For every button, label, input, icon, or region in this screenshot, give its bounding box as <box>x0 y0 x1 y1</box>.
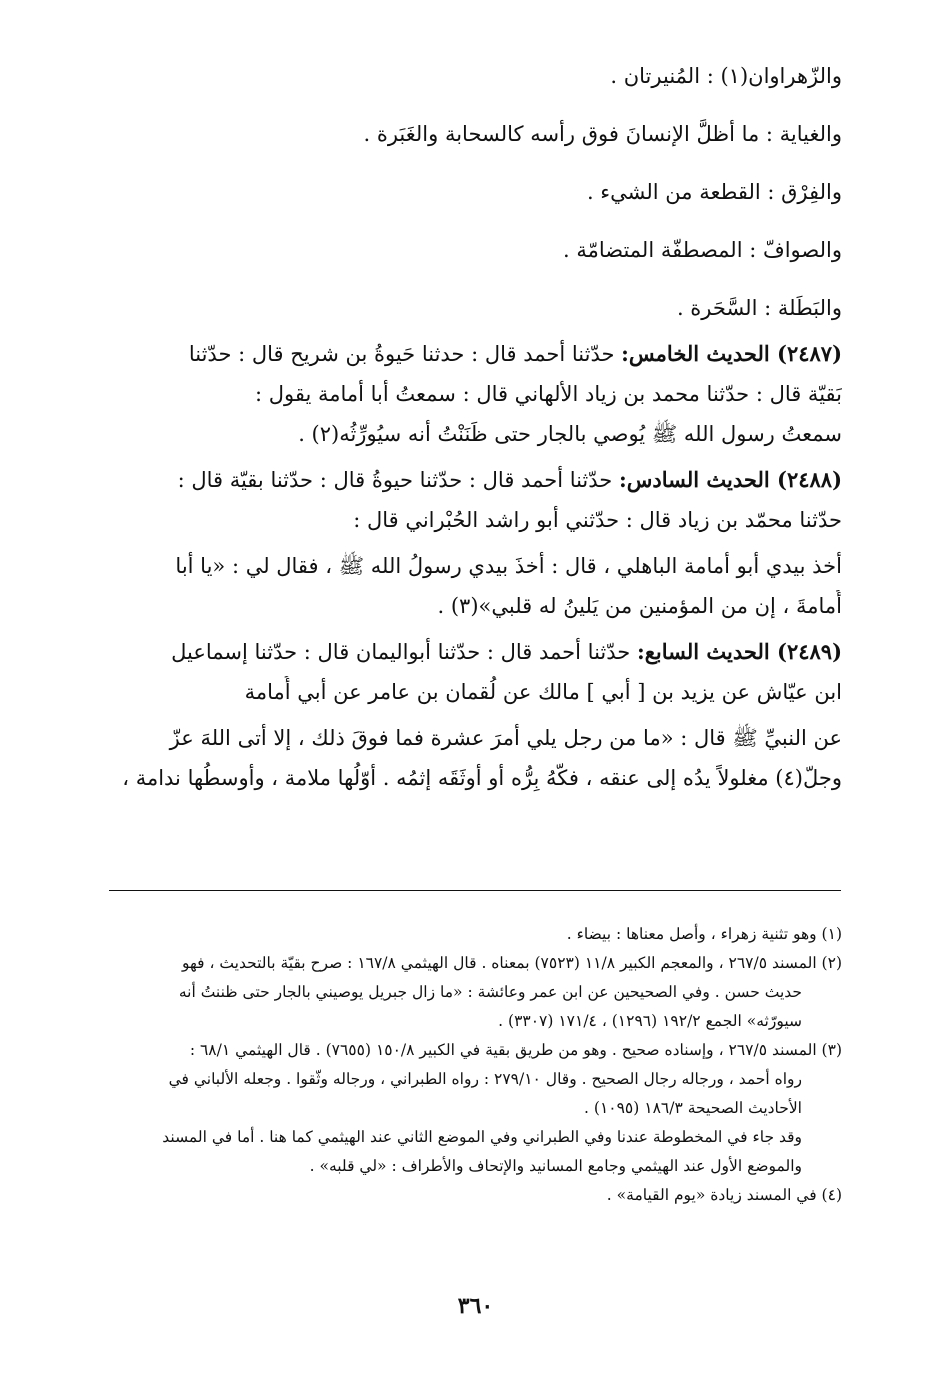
gloss-line: والغياية : ما أظلَّ الإنسانَ فوق رأسه كالسحابة والغَبَرة . <box>363 122 842 146</box>
hadith-heading: (٢٤٨٩) الحديث السابع: <box>636 639 842 664</box>
hadith-text: سمعتُ رسول الله ﷺ يُوصي بالجار حتى ظَنَنْتُ أنه سيُورِّثُه(٢) . <box>298 422 842 446</box>
hadith-text: وجلّ(٤) مغلولاً يدُه إلى عنقه ، فكّهُ بِرُّه أو أوثَقَه إثمُه . أوّلُها ملامة ، وأوسطُها ندامة ، <box>122 766 842 790</box>
footnote-divider <box>109 890 841 891</box>
hadith-text: أُمامةَ ، إن من المؤمنين من يَلينُ له قلبي»(٣) . <box>437 594 842 618</box>
hadith-heading: (٢٤٨٨) الحديث السادس: <box>618 467 842 492</box>
footnotes <box>72 920 842 1210</box>
hadith-text: عن النبيِّ ﷺ قال : «ما من رجل يلي أمرَ عشرة فما فوقَ ذلك ، إلا أتى اللهَ عزّ <box>169 726 842 750</box>
footnote-line: وقد جاء في المخطوطة عندنا وفي الطبراني وفي الموضع الثاني عند الهيثمي كما هنا . أما في المسند <box>162 1128 802 1146</box>
hadith-text: حدّثنا أحمد قال : حدّثنا أبواليمان قال : حدّثنا إسماعيل <box>171 640 631 664</box>
footnote-line: والموضع الأول عند الهيثمي وجامع المسانيد والإتحاف والأطراف : «لي قلبه» . <box>309 1157 802 1175</box>
footnote-line: (١) وهو تثنية زهراء ، وأصل معناها : بيضاء . <box>566 925 842 943</box>
gloss-line: والبَطَلة : السَّحَرة . <box>676 296 842 320</box>
hadith-2488-line <box>72 464 842 496</box>
footnote-line: (٢) المسند ٢٦٧/٥ ، والمعجم الكبير ١١/٨ (٧٥٢٣) بمعناه . قال الهيثمي ١٦٧/٨ : صرح بقيّة بالتحديث ، فهو <box>182 954 842 972</box>
main-text <box>72 60 842 794</box>
hadith-text: حدّثنا أحمد قال : حدّثنا حيوةُ قال : حدّثنا بقيّة قال : <box>177 468 613 492</box>
hadith-2489-line <box>72 636 842 668</box>
footnote-line: (٤) في المسند زيادة «يوم القيامة» . <box>606 1186 842 1204</box>
hadith-text: حدّثنا محمّد بن زياد قال : حدّثني أبو راشد الحُبْراني قال : <box>353 508 842 532</box>
hadith-2487-line <box>72 338 842 370</box>
footnote-line: (٣) المسند ٢٦٧/٥ ، وإسناده صحيح . وهو من طريق بقية في الكبير ١٥٠/٨ (٧٦٥٥) . قال الهيثمي ٦٨/١ : <box>189 1041 842 1059</box>
gloss-line: والزّهراوان(١) : المُنيرتان . <box>610 64 842 88</box>
footnote-line: حديث حسن . وفي الصحيحين عن ابن عمر وعائشة : «ما زال جبريل يوصيني بالجار حتى ظننتُ أنه <box>178 983 802 1001</box>
footnote-line: رواه أحمد ، ورجاله رجال الصحيح . وقال ٢٧٩/١٠ : رواه الطبراني ، ورجاله وثّقوا . وجعله الألباني في <box>168 1070 802 1088</box>
page-number: ٣٦٠ <box>457 1293 494 1319</box>
hadith-heading: (٢٤٨٧) الحديث الخامس: <box>621 341 842 366</box>
footnote-line: سيورّثه» الجمع ١٩٢/٢ (١٢٩٦) ، ١٧١/٤ (٣٣٠٧) . <box>498 1012 802 1030</box>
hadith-text: أخذ بيدي أبو أمامة الباهلي ، قال : أخذَ بيدي رسولُ الله ﷺ ، فقال لي : «يا أبا <box>175 554 842 578</box>
gloss-line: والصوافّ : المصطفّة المتضامّة . <box>562 238 842 262</box>
hadith-text: ابن عيّاش عن يزيد بن [ أبي ] مالك عن لُقمان بن عامر عن أبي أُمامة <box>244 680 842 704</box>
gloss-line: والفِرْق : القطعة من الشيء . <box>586 180 842 204</box>
footnote-line: الأحاديث الصحيحة ١٨٦/٣ (١٠٩٥) . <box>584 1099 802 1117</box>
hadith-text: حدّثنا أحمد قال : حدثنا حَيوةُ بن شريح قال : حدّثنا <box>188 342 615 366</box>
hadith-text: بَقيّة قال : حدّثنا محمد بن زياد الألهاني قال : سمعتُ أبا أمامة يقول : <box>254 382 842 406</box>
